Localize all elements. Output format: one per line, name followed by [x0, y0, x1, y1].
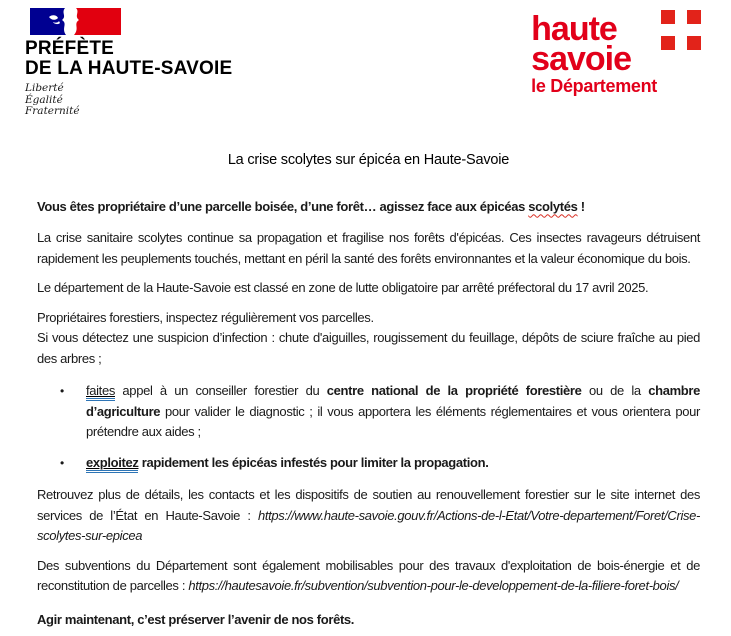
document-title: La crise scolytes sur épicéa en Haute-Savoie: [227, 152, 510, 168]
department-logo: [531, 10, 701, 96]
bullet-exploit-text: rapidement les épicéas infestés pour limiter la propagation.: [138, 454, 489, 470]
bullet-exploit-content: [86, 453, 700, 474]
bullet-item-exploit: [60, 453, 700, 474]
inspect-paragraph: [37, 308, 700, 370]
motto-liberte: Liberté: [25, 82, 64, 94]
state-info-text: Retrouvez plus de détails, les contacts et les dispositifs de soutien au renouvellement forestier sur le site internet des services de l’État en Haute-Savoie :: [37, 487, 700, 523]
inspect-line1: Propriétaires forestiers, inspectez régulièrement vos parcelles.: [37, 309, 374, 325]
department-tagline: le Département: [531, 76, 657, 96]
prefecture-logo: [25, 8, 232, 118]
closing-statement: Agir maintenant, c’est préserver l’avenir de nos forêts.: [37, 611, 355, 627]
intro-text-after: !: [577, 198, 585, 214]
document-body: [0, 150, 731, 630]
bullet-item-advisor: [60, 381, 700, 443]
prefecture-title-line2: DE LA HAUTE-SAVOIE: [25, 58, 233, 79]
state-website-url[interactable]: https://www.haute-savoie.gouv.fr/Actions-de-l-Etat/Votre-departement/Foret/Crise-scolytes-sur-epicea: [37, 507, 700, 543]
department-name-line1: haute: [531, 10, 617, 48]
department-subsidy-text: Des subventions du Département sont également mobilisables pour des travaux d'exploitation de bois-énergie et de reconstitution de parcelles :: [37, 557, 700, 593]
prefecture-title-line1: PRÉFÈTE: [25, 38, 115, 59]
french-flag-icon: [25, 8, 121, 35]
department-subsidy-paragraph: [37, 556, 700, 597]
grammar-flagged-word-faites: faites: [86, 383, 115, 401]
intro-paragraph: [37, 197, 700, 218]
bullet-advisor-text1: appel à un conseiller forestier du: [114, 383, 327, 398]
bullet-marker: •: [60, 384, 64, 398]
motto-egalite: Égalité: [25, 93, 63, 106]
department-name-line2: savoie: [531, 40, 632, 78]
bold-chambre-agriculture: chambre d’agriculture: [86, 383, 700, 419]
decree-paragraph: Le département de la Haute-Savoie est classé en zone de lutte obligatoire par arrêté préfectoral du 17 avril 2025.: [37, 280, 649, 295]
republic-motto: [25, 83, 232, 118]
bullet-advisor-content: [86, 381, 700, 443]
motto-fraternite: Fraternité: [25, 105, 80, 117]
bold-cnpf: centre national de la propriété forestière: [326, 383, 582, 398]
intro-text-before: Vous êtes propriétaire d’une parcelle boisée, d’une forêt… agissez face aux épicéas: [37, 198, 529, 214]
grammar-flagged-word-exploitez: exploitez: [86, 455, 138, 473]
inspect-line2: Si vous détectez une suspicion d’infection : chute d'aiguilles, rougissement du feuillage, dépôts de sciure fraîche au pied des arbres ;: [37, 330, 700, 366]
state-info-paragraph: [37, 485, 700, 547]
department-website-url[interactable]: https://hautesavoie.fr/subvention/subvention-pour-le-developpement-de-la-filiere-foret-bois/: [188, 578, 679, 593]
page-header: [0, 0, 731, 118]
bullet-marker: •: [60, 455, 64, 470]
bullet-advisor-text2: ou de la: [581, 383, 649, 398]
crisis-paragraph: La crise sanitaire scolytes continue sa propagation et fragilise nos forêts d'épicéas. Ces insectes ravageurs détruisent rapidement les peuplements touchés, mettant en péril la santé des forêts environnantes et la valeur économique du bois.: [37, 230, 700, 266]
savoie-cross-icon: [661, 10, 701, 50]
bullet-advisor-text3: pour valider le diagnostic ; il vous apportera les éléments réglementaires et vous orientera pour prétendre aux aides ;: [86, 403, 700, 439]
misspelled-word: scolytés: [528, 198, 578, 214]
